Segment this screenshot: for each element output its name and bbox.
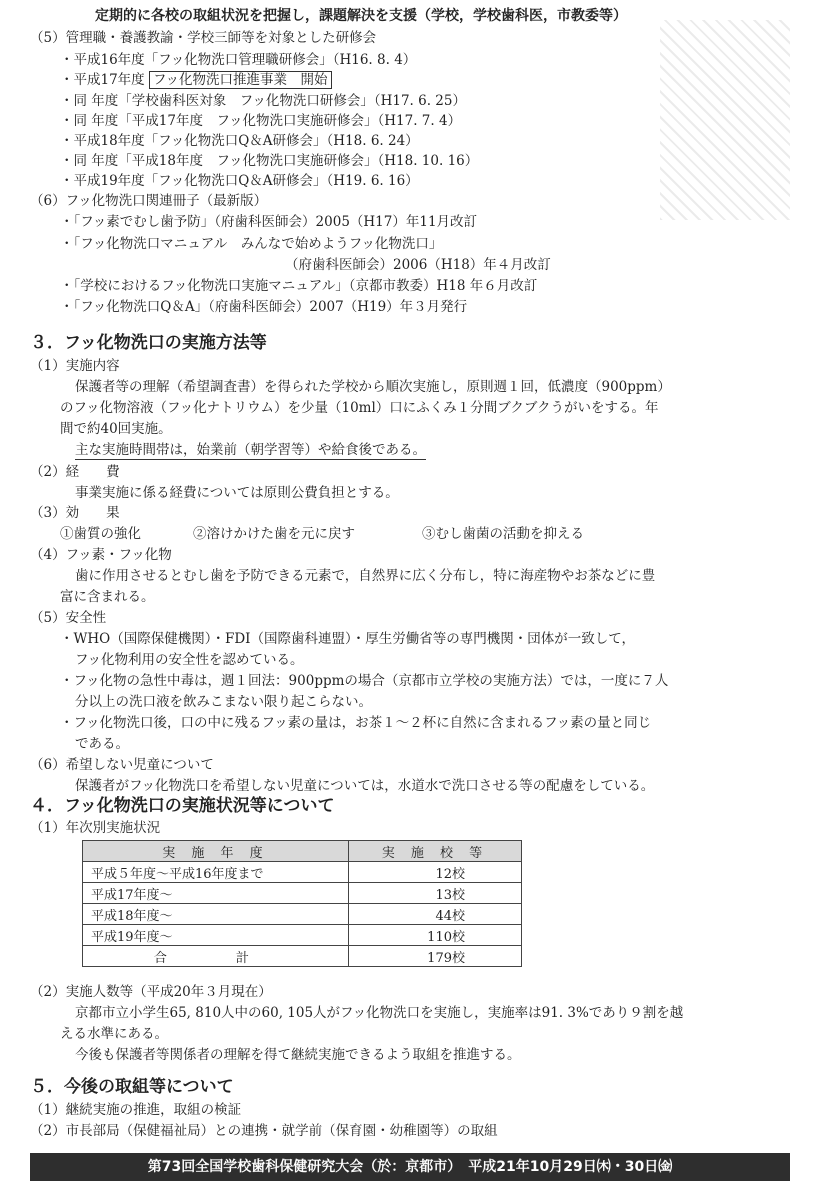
boxed-highlight: フッ化物洗口推進事業 開始 [149,71,332,89]
table-row [83,925,522,946]
list-item: ・同 年度「学校歯科医対象 フッ化物洗口研修会」（H17. 6. 25） [60,93,466,109]
paragraph-line [75,440,426,460]
list-item: ・平成19年度「フッ化物洗口Q＆A研修会」（H19. 6. 16） [60,173,419,189]
paragraph-line: 京都市立小学生65, 810人中の60, 105人がフッ化物洗口を実施し，実施率は91. 3%であり９割を越 [75,1005,684,1021]
list-item-continuation: フッ化物利用の安全性を認めている。 [75,652,304,668]
subsection-heading: （2）実施人数等（平成20年３月現在） [30,984,272,1000]
list-item: ・「フッ化物洗口Q＆A」（府歯科医師会）2007（H19）年３月発行 [60,299,468,315]
list-item-prefix: ・平成17年度 [60,72,145,88]
list-item: （1）継続実施の推進，取組の検証 [30,1102,242,1118]
list-item-continuation: 分以上の洗口液を飲みこまない限り起こらない。 [75,694,372,710]
paragraph-line: 保護者がフッ化物洗口を希望しない児童については，水道水で洗口させる等の配慮をしている。 [75,778,655,794]
column-header: 実 施 校 等 [348,841,521,862]
list-item-continuation: である。 [75,736,129,752]
paragraph-line: 富に含まれる。 [60,589,155,605]
table-total-row [83,946,522,967]
bleed-through-image [660,20,790,220]
section-heading: ４．フッ化物洗口の実施状況等について [30,796,335,816]
footer-banner: 第73回全国学校歯科保健研究大会（於：京都市） 平成21年10月29日㈭・30日㈮ [30,1153,790,1181]
list-item: ・「フッ化物洗口マニュアル みんなで始めようフッ化物洗口」 [60,236,443,252]
list-item: ・同 年度「平成17年度 フッ化物洗口実施研修会」（H17. 7. 4） [60,113,462,129]
paragraph-line: える水準にある。 [60,1026,168,1042]
list-item [60,70,332,90]
list-item: ・フッ化物洗口後，口の中に残るフッ素の量は，お茶１～２杯に自然に含まれるフッ素の量と同じ [60,715,652,731]
paragraph-line: 保護者等の理解（希望調査書）を得られた学校から順次実施し，原則週１回，低濃度（900ppm） [75,379,671,395]
subsection-heading: （1）年次別実施状況 [30,820,161,836]
list-item: ・平成18年度「フッ化物洗口Q＆A研修会」（H18. 6. 24） [60,133,419,149]
effect-item: ①歯質の強化 [60,526,141,542]
subsection-heading: （6）フッ化物洗口関連冊子（最新版） [30,193,268,209]
table-cell: 44校 [348,904,521,925]
table-cell: 110校 [348,925,521,946]
paragraph-line: 事業実施に係る経費については原則公費負担とする。 [75,485,399,501]
table-cell: 平成18年度～ [83,904,349,925]
table-row [83,883,522,904]
subsection-heading: （5）管理職・養護教諭・学校三師等を対象とした研修会 [30,30,377,46]
table-row [83,904,522,925]
effect-item: ②溶けかけた歯を元に戻す [193,526,355,542]
table-cell: 平成17年度～ [83,883,349,904]
subsection-heading: （1）実施内容 [30,358,120,374]
list-item: ・「フッ素でむし歯予防」（府歯科医師会）2005（H17）年11月改訂 [60,214,478,230]
list-item: ・同 年度「平成18年度 フッ化物洗口実施研修会」（H18. 10. 16） [60,153,479,169]
subsection-heading: （5）安全性 [30,610,107,626]
list-item: ・「学校におけるフッ化物洗口実施マニュアル」（京都市教委）H18 年６月改訂 [60,278,538,294]
list-item-continuation: （府歯科医師会）2006（H18）年４月改訂 [285,257,551,273]
top-banner: 定期的に各校の取組状況を把握し，課題解決を支援（学校，学校歯科医，市教委等） [95,8,627,24]
subsection-heading: （6）希望しない児童について [30,757,214,773]
paragraph-line: 間で約40回実施。 [60,421,172,437]
list-item: ・平成16年度「フッ化物洗口管理職研修会」（H16. 8. 4） [60,52,417,68]
paragraph-line: 今後も保護者等関係者の理解を得て継続実施できるよう取組を推進する。 [75,1047,521,1063]
list-item: ・フッ化物の急性中毒は，週１回法：900ppmの場合（京都市立学校の実施方法）では，一度に７人 [60,673,669,689]
table-cell: 平成５年度～平成16年度まで [83,862,349,883]
list-item: （2）市長部局（保健福祉局）との連携・就学前（保育園・幼稚園等）の取組 [30,1123,498,1139]
table-row [83,862,522,883]
column-header: 実 施 年 度 [83,841,349,862]
subsection-heading: （2）経 費 [30,464,120,480]
table-cell: 平成19年度～ [83,925,349,946]
table-header-row [83,841,522,862]
paragraph-line: 歯に作用させるとむし歯を予防できる元素で，自然界に広く分布し，特に海産物やお茶などに豊 [75,568,656,584]
subsection-heading: （3）効 果 [30,505,120,521]
section-heading: ５．今後の取組等について [30,1077,234,1097]
underlined-text: 主な実施時間帯は，始業前（朝学習等）や給食後である。 [75,442,426,458]
table-cell: 179校 [348,946,521,967]
effect-item: ③むし歯菌の活動を抑える [422,526,584,542]
table-cell: 12校 [348,862,521,883]
list-item: ・WHO（国際保健機関）・FDI（国際歯科連盟）・厚生労働省等の専門機関・団体が一致して， [60,631,635,647]
subsection-heading: （4）フッ素・フッ化物 [30,547,172,563]
table-cell: 13校 [348,883,521,904]
implementation-table [82,840,522,967]
paragraph-line: のフッ化物溶液（フッ化ナトリウム）を少量（10ml）口にふくみ１分間ブクブクうがいをする。年 [60,400,659,416]
table-cell: 合 計 [83,946,349,967]
section-heading: ３．フッ化物洗口の実施方法等 [30,333,267,353]
